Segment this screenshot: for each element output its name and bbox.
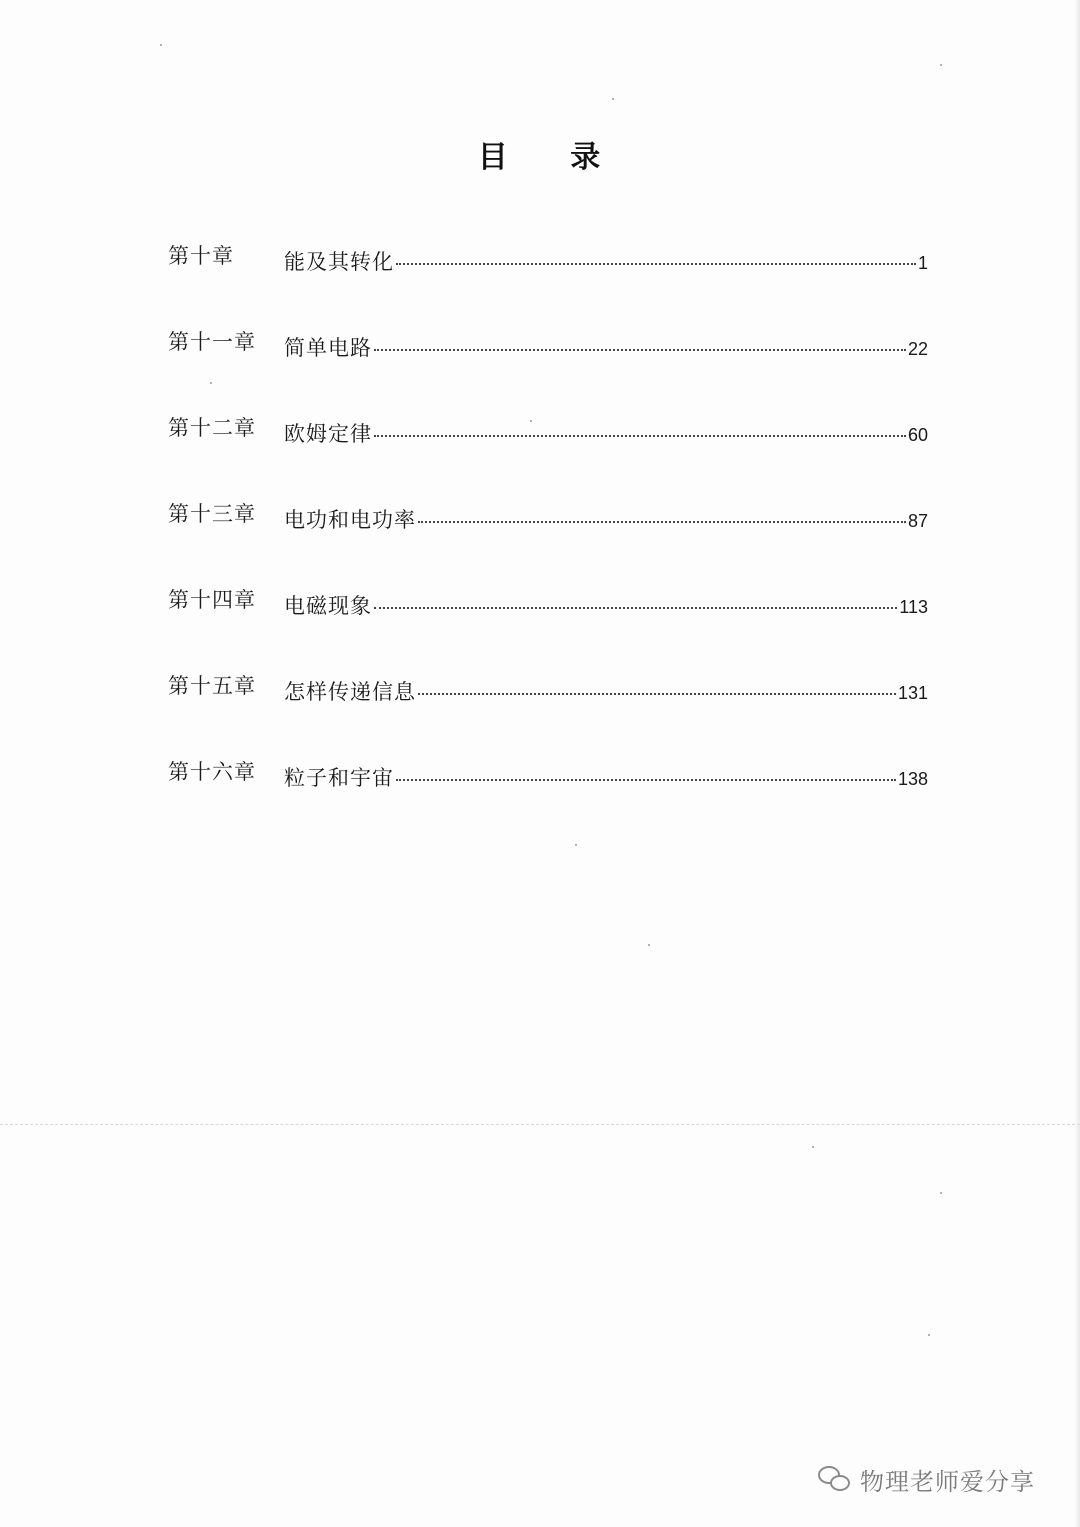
toc-entry-line <box>284 668 928 711</box>
toc-topic: 欧姆定律 <box>284 422 372 446</box>
page-title: 目 录 <box>477 140 627 175</box>
dot-leader <box>418 521 906 523</box>
toc-topic: 电磁现象 <box>284 594 372 618</box>
toc-entry-line <box>284 410 928 453</box>
toc-entry-line <box>284 582 928 625</box>
toc-page-number: 1 <box>917 253 928 273</box>
toc-topic: 简单电路 <box>284 336 372 360</box>
dot-leader <box>396 779 896 781</box>
toc-entry <box>168 582 928 668</box>
toc-topic: 能及其转化 <box>284 250 394 274</box>
toc-page-number: 22 <box>907 339 928 359</box>
table-of-contents <box>168 238 928 840</box>
toc-entry <box>168 668 928 754</box>
toc-topic: 电功和电功率 <box>284 508 416 532</box>
scan-speck <box>940 64 942 66</box>
toc-chapter: 第十一章 <box>168 330 256 354</box>
toc-chapter: 第十四章 <box>168 588 256 612</box>
toc-entry <box>168 410 928 496</box>
dot-leader <box>418 693 896 695</box>
toc-chapter: 第十章 <box>168 244 234 268</box>
dot-leader <box>374 607 897 609</box>
scan-fold-line <box>0 1124 1080 1125</box>
dot-leader <box>374 349 906 351</box>
toc-chapter: 第十三章 <box>168 502 256 526</box>
scan-speck <box>648 944 650 946</box>
toc-page-number: 131 <box>897 683 928 703</box>
scan-speck <box>940 1192 942 1194</box>
toc-page-number: 113 <box>899 597 928 617</box>
toc-entry-line <box>284 238 928 281</box>
dot-leader <box>374 435 906 437</box>
toc-entry-line <box>284 324 928 367</box>
toc-entry-line <box>284 496 928 539</box>
wechat-icon <box>818 1466 852 1494</box>
toc-topic: 粒子和宇宙 <box>284 766 394 790</box>
toc-page-number: 138 <box>897 769 928 789</box>
toc-topic: 怎样传递信息 <box>284 680 416 704</box>
toc-chapter: 第十二章 <box>168 416 256 440</box>
scan-speck <box>928 1334 930 1336</box>
watermark <box>818 1462 1035 1497</box>
toc-page-number: 87 <box>907 511 928 531</box>
toc-chapter: 第十六章 <box>168 760 256 784</box>
toc-entry-line <box>284 754 928 797</box>
scan-speck <box>612 98 614 100</box>
scan-edge <box>1074 0 1080 1527</box>
toc-entry <box>168 496 928 582</box>
watermark-text: 物理老师爱分享 <box>860 1468 1035 1496</box>
toc-chapter: 第十五章 <box>168 674 256 698</box>
scan-speck <box>812 1146 814 1148</box>
toc-entry <box>168 754 928 840</box>
dot-leader <box>396 263 916 265</box>
toc-entry <box>168 238 928 324</box>
scan-speck <box>160 44 162 46</box>
scan-speck <box>575 844 577 846</box>
toc-entry <box>168 324 928 410</box>
toc-page-number: 60 <box>907 425 928 445</box>
